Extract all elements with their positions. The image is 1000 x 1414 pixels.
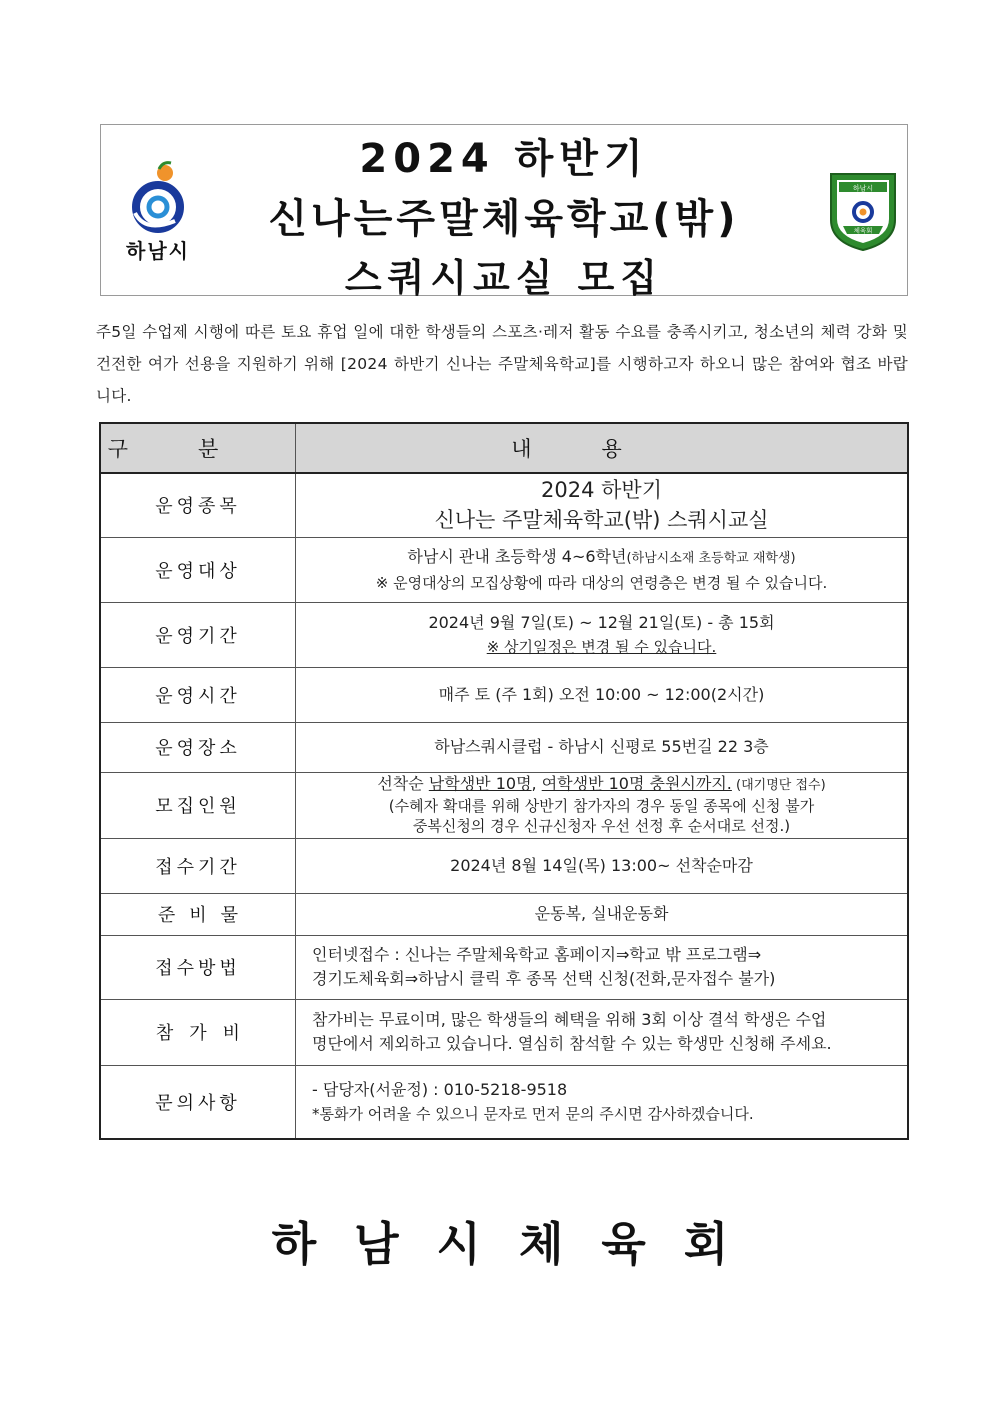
period-line1: 2024년 9월 7일(토) ~ 12월 21일(토) - 총 15회 (428, 612, 775, 632)
row-label: 참가비 (100, 999, 296, 1065)
place-content: 하남스쿼시클럽 - 하남시 신평로 55번길 22 3층 (296, 722, 909, 772)
fee-line2: 명단에서 제외하고 있습니다. 열심히 참석할 수 있는 학생만 신청해 주세요. (312, 1034, 832, 1053)
target-small: (하남시소재 초등학교 재학생) (626, 550, 796, 566)
row-label: 접수방법 (100, 935, 296, 999)
apply-method-line2: 경기도체육회⇒하남시 클릭 후 종목 선택 신청(전화,문자접수 불가) (312, 969, 776, 988)
contact-line1: - 담당자(서윤정) : 010-5218-9518 (312, 1079, 568, 1099)
table-row (100, 838, 908, 893)
row-label: 준비물 (100, 893, 296, 935)
table-row (100, 772, 908, 838)
items-content: 운동복, 실내운동화 (296, 893, 909, 935)
row-content (296, 602, 909, 667)
emblem-top-text: 하남시 (852, 184, 874, 193)
header-category: 구분 (100, 423, 296, 473)
apply-method-line1: 인터넷접수 : 신나는 주말체육학교 홈페이지⇒학교 밖 프로그램⇒ (312, 945, 762, 964)
logo-left-text: 하남시 (126, 239, 190, 263)
fee-line1: 참가비는 무료이며, 많은 학생들의 혜택을 위해 3회 이상 결석 학생은 수업 (312, 1010, 827, 1029)
table-row (100, 473, 908, 537)
row-content (296, 772, 909, 838)
row-label: 운영기간 (100, 602, 296, 667)
row-label: 운영대상 (100, 537, 296, 602)
table-row (100, 1065, 908, 1139)
header-content: 내용 (296, 423, 909, 473)
info-table (99, 422, 909, 1140)
row-content (296, 999, 909, 1065)
table-header-row (100, 423, 908, 473)
footer-organization: 하남시체육회 (271, 1217, 767, 1271)
intro-paragraph: 주5일 수업제 시행에 따른 토요 휴업 일에 대한 학생들의 스포츠·레저 활동 수요를 충족시키고, 청소년의 체력 강화 및 건전한 여가 선용을 지원하기 위해 [2024 하반기 신나는 주말체육학교]를 시행하고자 하오니 많은 참여와 협조 바랍니다. (96, 323, 908, 405)
program-line2: 신나는 주말체육학교(밖) 스쿼시교실 (434, 508, 769, 533)
recruit-prefix: 선착순 (377, 774, 429, 793)
apply-period-content: 2024년 8월 14일(목) 13:00~ 선착순마감 (296, 838, 909, 893)
table-row (100, 722, 908, 772)
target-line2: ※ 운영대상의 모집상황에 따라 대상의 연령층은 변경 될 수 있습니다. (375, 573, 828, 592)
table-row (100, 602, 908, 667)
recruit-boys: 남학생반 10명 (428, 774, 532, 793)
target-main: 하남시 관내 초등학생 4~6학년 (407, 546, 627, 566)
recruit-sep: , (531, 774, 542, 793)
row-label: 모집인원 (100, 772, 296, 838)
row-label: 접수기간 (100, 838, 296, 893)
emblem-bottom-text: 체육회 (853, 226, 873, 235)
table-row (100, 537, 908, 602)
row-label: 운영종목 (100, 473, 296, 537)
title-line-3: 스쿼시교실 모집 (344, 256, 664, 300)
row-content (296, 537, 909, 602)
table-row (100, 667, 908, 722)
row-content (296, 1065, 909, 1139)
table-row (100, 935, 908, 999)
title-line-1: 2024 하반기 (359, 136, 649, 182)
row-label: 문의사항 (100, 1065, 296, 1139)
recruit-waitlist: (대기명단 접수) (731, 778, 826, 793)
row-label: 운영시간 (100, 667, 296, 722)
table-row (100, 999, 908, 1065)
recruit-girls: 여학생반 10명 충원시까지. (541, 774, 732, 793)
row-label: 운영장소 (100, 722, 296, 772)
recruit-line3: 중복신청의 경우 신규신청자 우선 선정 후 순서대로 선정.) (412, 817, 791, 835)
row-content (296, 473, 909, 537)
row-content (296, 935, 909, 999)
contact-line2: *통화가 어려울 수 있으니 문자로 먼저 문의 주시면 감사하겠습니다. (312, 1104, 754, 1123)
period-line2: ※ 상기일정은 변경 될 수 있습니다. (486, 637, 717, 656)
sports-council-emblem-icon (829, 170, 897, 252)
recruit-line2: (수혜자 확대를 위해 상반기 참가자의 경우 동일 종목에 신청 불가 (388, 797, 815, 815)
title-box (100, 124, 908, 300)
target-line1 (296, 545, 907, 571)
recruit-line1 (296, 774, 907, 796)
title-line-2: 신나는주말체육학교(밖) (268, 196, 740, 242)
table-row (100, 893, 908, 935)
program-line1: 2024 하반기 (541, 478, 662, 503)
time-content: 매주 토 (주 1회) 오전 10:00 ~ 12:00(2시간) (296, 667, 909, 722)
